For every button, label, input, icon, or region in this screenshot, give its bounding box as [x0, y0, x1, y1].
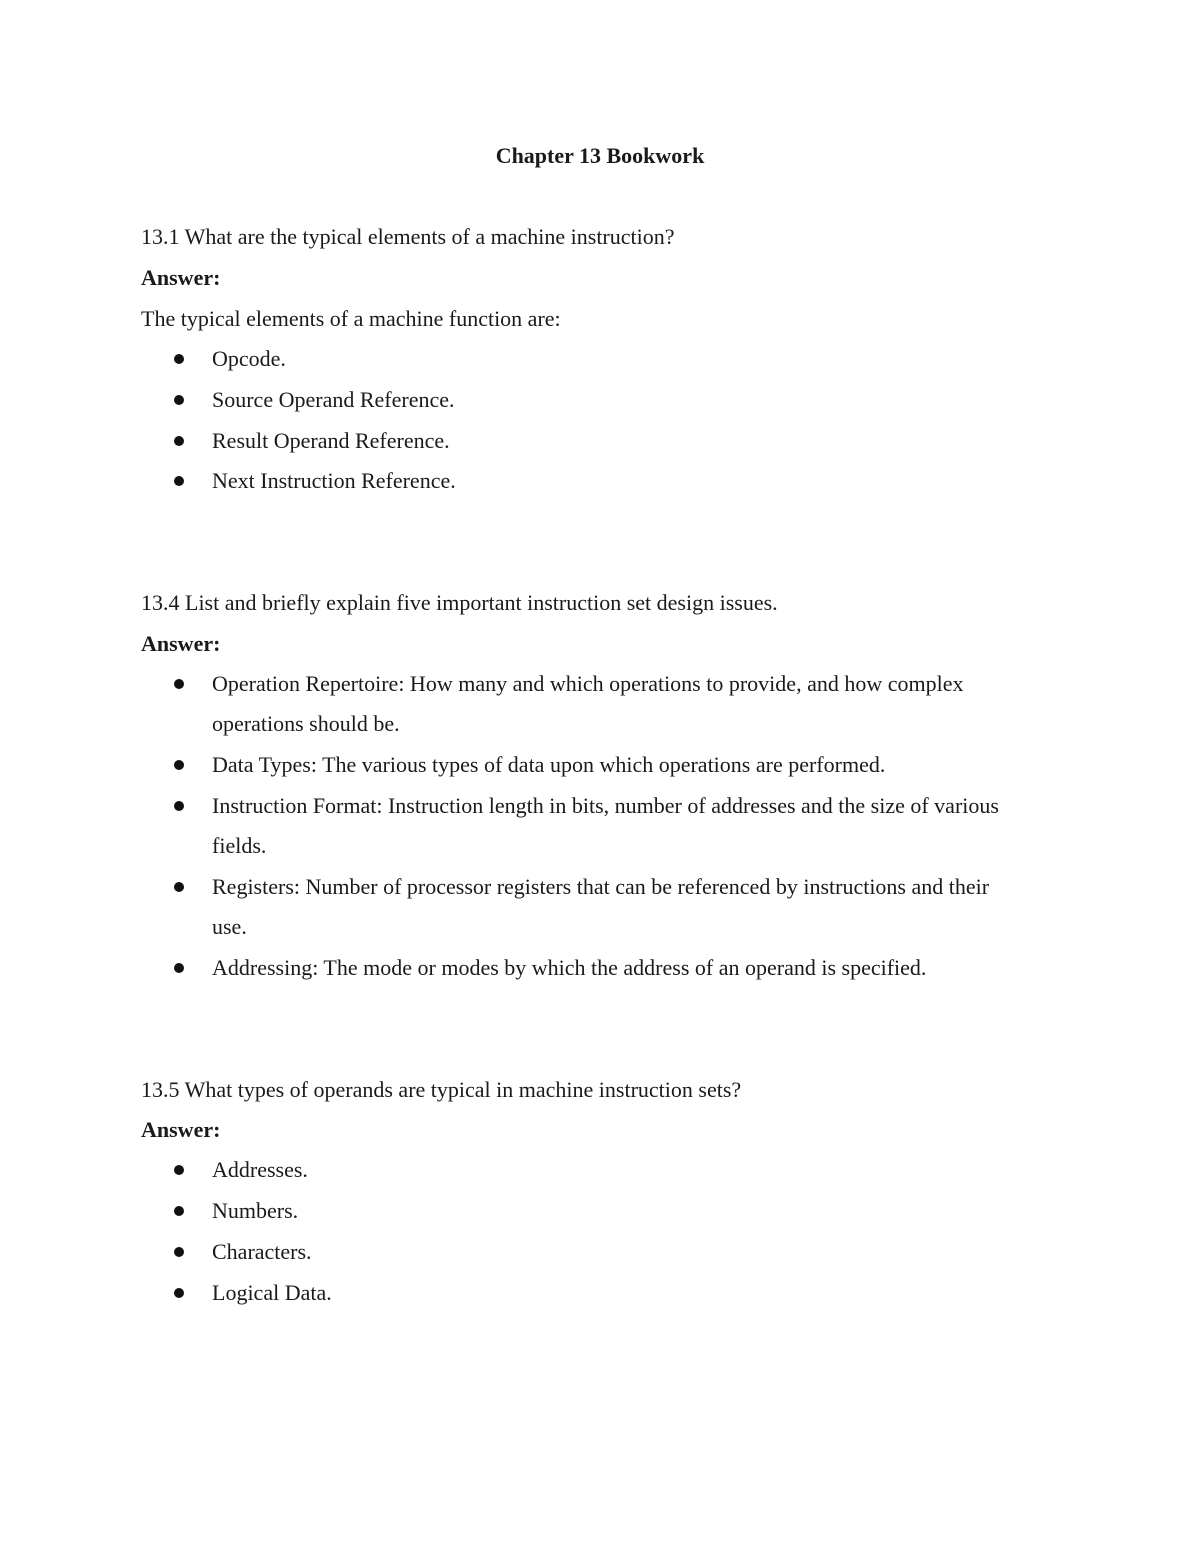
- list-item-continuation: use.: [212, 914, 247, 939]
- list-item-text: Registers: Number of processor registers that can be referenced by instructions and their: [212, 874, 990, 899]
- bullet-icon: [174, 1247, 184, 1257]
- list-item: [212, 953, 926, 983]
- list-item-text: Logical Data.: [212, 1280, 332, 1305]
- list-item-text: Addresses.: [212, 1157, 308, 1182]
- bullet-icon: [174, 801, 184, 811]
- list-item: [212, 385, 454, 415]
- answer-label-13-5: Answer:: [141, 1117, 221, 1142]
- bullet-icon: [174, 1206, 184, 1216]
- bullet-icon: [174, 436, 184, 446]
- answer-intro-13-1: The typical elements of a machine function are:: [141, 306, 561, 331]
- bullet-icon: [174, 963, 184, 973]
- list-item: [212, 669, 963, 699]
- list-item-continuation: fields.: [212, 833, 267, 858]
- bullet-icon: [174, 354, 184, 364]
- document-title: Chapter 13 Bookwork: [495, 143, 705, 168]
- bullet-icon: [174, 679, 184, 689]
- list-item-text: Addressing: The mode or modes by which the address of an operand is specified.: [212, 955, 927, 980]
- bullet-icon: [174, 760, 184, 770]
- list-item: [212, 466, 456, 496]
- list-item: [212, 750, 885, 780]
- list-item: [212, 872, 989, 902]
- bullet-icon: [174, 1288, 184, 1298]
- bullet-icon: [174, 395, 184, 405]
- list-item-text: Numbers.: [212, 1198, 299, 1223]
- list-item-text: Data Types: The various types of data upon which operations are performed.: [212, 752, 886, 777]
- list-item-text: Characters.: [212, 1239, 312, 1264]
- bullet-icon: [174, 882, 184, 892]
- bullet-icon: [174, 476, 184, 486]
- list-item-text: Opcode.: [212, 346, 286, 371]
- list-item-continuation: operations should be.: [212, 711, 400, 736]
- question-13-5: 13.5 What types of operands are typical in machine instruction sets?: [141, 1077, 742, 1102]
- list-item: [212, 791, 999, 821]
- list-item: [212, 426, 450, 456]
- list-item: [212, 1237, 312, 1267]
- bullet-icon: [174, 1165, 184, 1175]
- list-item-text: Instruction Format: Instruction length in bits, number of addresses and the size of various: [212, 793, 999, 818]
- list-item: [212, 1196, 298, 1226]
- answer-label-13-4: Answer:: [141, 631, 221, 656]
- answer-label-13-1: Answer:: [141, 265, 221, 290]
- list-item-text: Source Operand Reference.: [212, 387, 455, 412]
- list-item-text: Operation Repertoire: How many and which operations to provide, and how complex: [212, 671, 964, 696]
- list-item: [212, 1278, 332, 1308]
- list-item: [212, 344, 286, 374]
- list-item-text: Result Operand Reference.: [212, 428, 450, 453]
- list-item: [212, 1155, 308, 1185]
- list-item-text: Next Instruction Reference.: [212, 468, 456, 493]
- question-13-1: 13.1 What are the typical elements of a machine instruction?: [141, 224, 675, 249]
- question-13-4: 13.4 List and briefly explain five important instruction set design issues.: [141, 590, 778, 615]
